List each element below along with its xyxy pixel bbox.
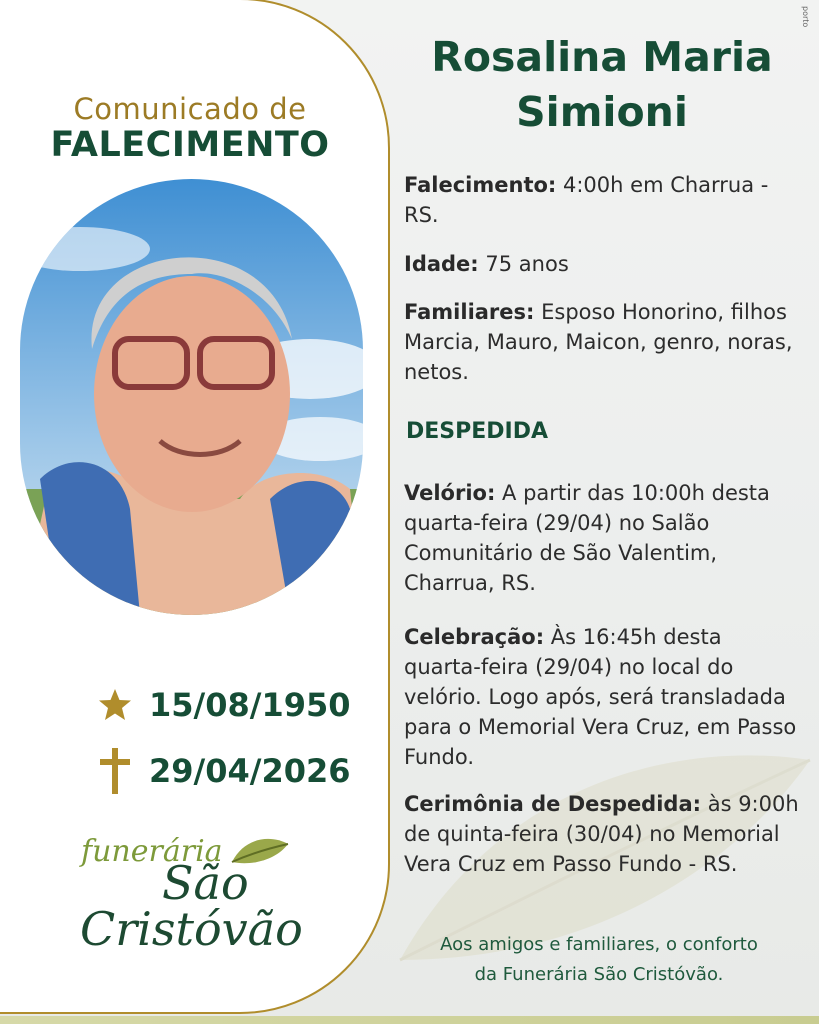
bottom-bar [0, 1016, 819, 1024]
deceased-name [392, 30, 812, 140]
cross-icon [95, 751, 135, 791]
familiares-value: Esposo Honorino, filhos Marcia, Mauro, Maicon, genro, noras, netos. [404, 300, 793, 384]
logo-word-sao: São [162, 856, 249, 910]
idade-info [404, 249, 804, 279]
velorio-label: Velório: [404, 481, 496, 505]
header-subtitle: Comunicado de [73, 92, 307, 126]
velorio-info [404, 478, 804, 598]
celebracao-value: Às 16:45h desta quarta-feira (29/04) no local do velório. Logo após, será transladada para o Memorial Vera Cruz, em Passo Fundo. [404, 625, 797, 769]
idade-value: 75 anos [485, 252, 569, 276]
celebracao-label: Celebração: [404, 625, 545, 649]
logo-word-funeraria: funerária [81, 834, 223, 869]
farewell-line2: da Funerária São Cristóvão. [474, 964, 724, 985]
farewell-message [404, 930, 794, 990]
farewell-line1: Aos amigos e familiares, o conforto [440, 934, 758, 955]
deceased-name-line2: Simioni [516, 88, 688, 136]
despedida-title: DESPEDIDA [406, 419, 549, 444]
birth-date: 15/08/1950 [149, 686, 351, 724]
death-date: 29/04/2026 [149, 752, 351, 790]
deceased-name-line1: Rosalina Maria [431, 33, 773, 81]
brand-mark: porto [801, 6, 810, 28]
cerimonia-info [404, 789, 804, 879]
portrait-photo [20, 179, 363, 615]
falecimento-label: Falecimento: [404, 173, 557, 197]
cerimonia-label: Cerimônia de Despedida: [404, 792, 702, 816]
celebracao-info [404, 622, 804, 772]
logo-word-cristovao: Cristóvão [80, 902, 303, 956]
death-date-row [95, 749, 351, 793]
header-title: FALECIMENTO [50, 125, 330, 165]
familiares-label: Familiares: [404, 300, 535, 324]
falecimento-value: 4:00h em Charrua - RS. [404, 173, 769, 227]
birth-date-row [95, 683, 351, 727]
falecimento-info [404, 170, 804, 230]
familiares-info [404, 297, 804, 387]
idade-label: Idade: [404, 252, 479, 276]
funeral-home-logo [78, 822, 308, 962]
cerimonia-value: às 9:00h de quinta-feira (30/04) no Memorial Vera Cruz em Passo Fundo - RS. [404, 792, 799, 876]
velorio-value: A partir das 10:00h desta quarta-feira (29/04) no Salão Comunitário de São Valentim, Charrua, RS. [404, 481, 770, 595]
star-icon [95, 685, 135, 725]
